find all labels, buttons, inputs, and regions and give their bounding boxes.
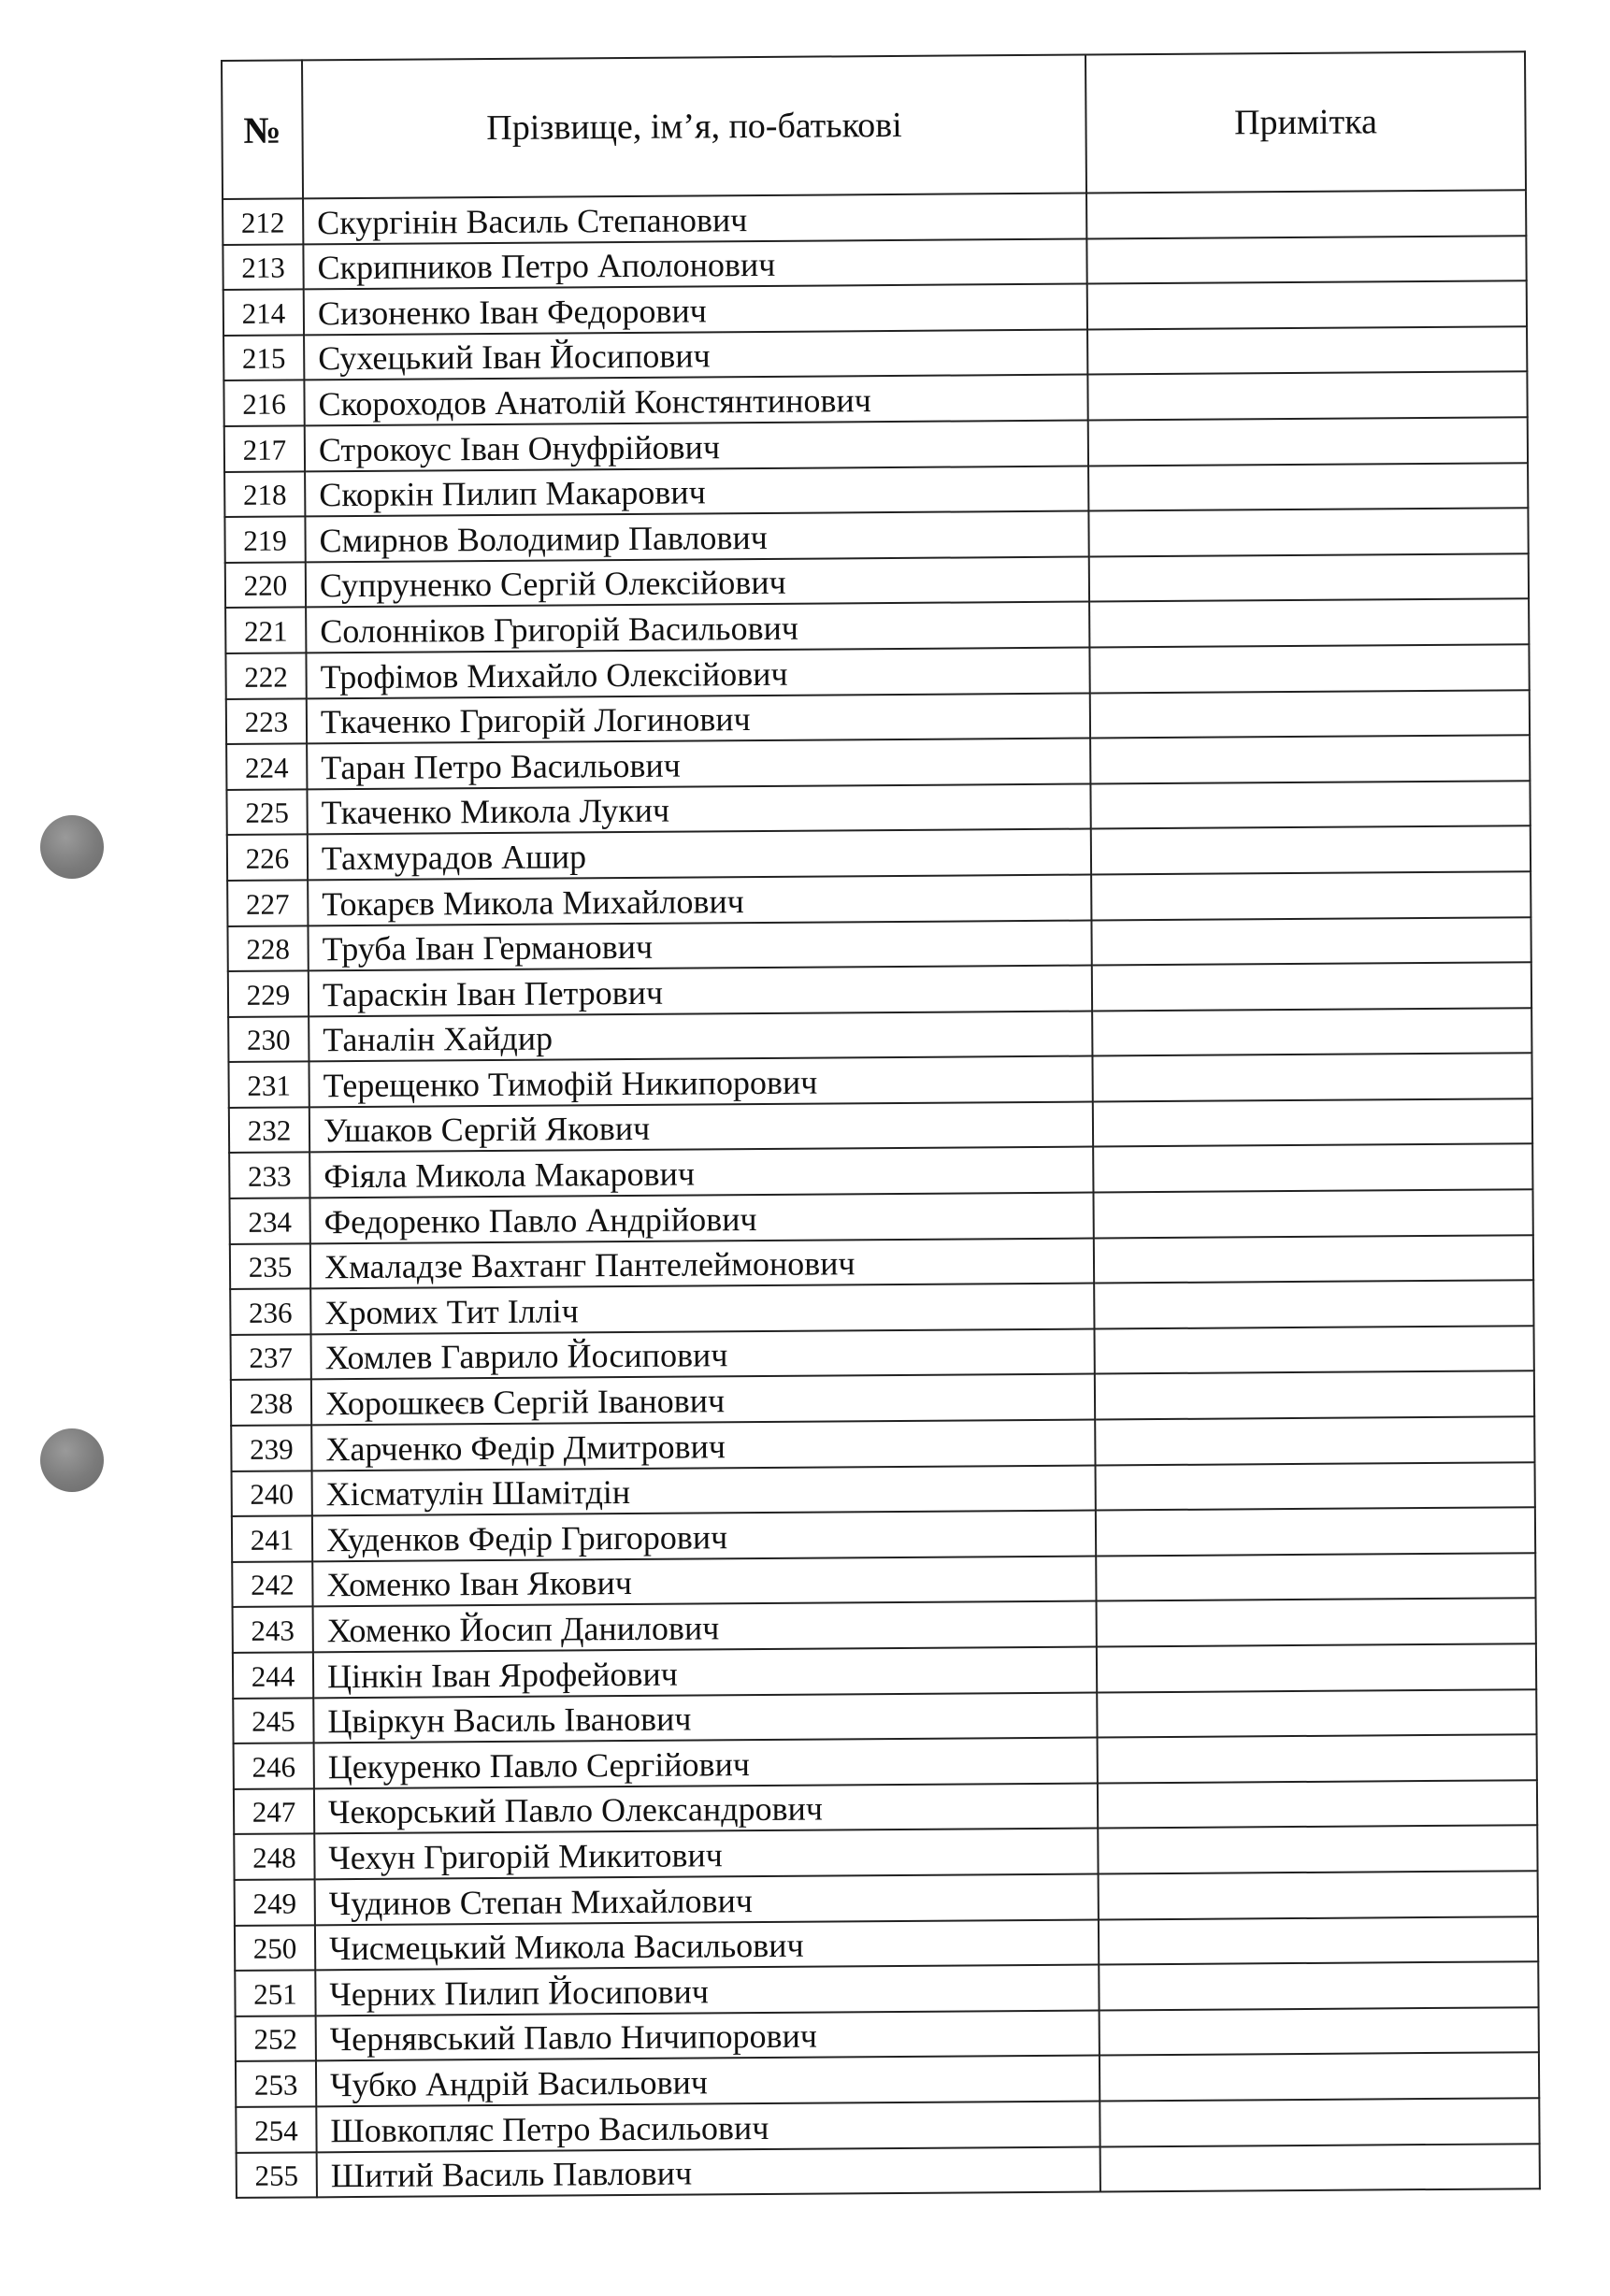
row-number: 248 [234, 1834, 314, 1880]
row-number: 219 [224, 517, 305, 563]
row-number: 227 [227, 880, 308, 926]
row-number: 250 [235, 1925, 315, 1971]
row-note [1100, 2053, 1539, 2102]
row-number: 251 [235, 1970, 315, 2016]
row-full-name: Чехун Григорій Микитович [314, 1829, 1098, 1879]
row-number: 253 [236, 2061, 316, 2107]
row-number: 245 [233, 1698, 313, 1744]
row-note [1093, 1189, 1532, 1238]
row-full-name: Федоренко Павло Андрійович [310, 1193, 1094, 1243]
row-full-name: Чернявський Павло Ничипорович [316, 2010, 1100, 2060]
row-note [1100, 2144, 1540, 2192]
row-note [1095, 1416, 1534, 1465]
row-full-name: Супруненко Сергій Олексійович [306, 556, 1089, 607]
row-full-name: Цінкін Іван Ярофейович [313, 1647, 1097, 1698]
row-note [1090, 690, 1530, 739]
row-note [1091, 917, 1531, 966]
row-full-name: Смирнов Володимир Павлович [305, 511, 1088, 562]
row-note [1093, 1144, 1532, 1193]
row-full-name: Тараскін Іван Петрович [309, 966, 1092, 1016]
row-full-name: Хомлев Гаврило Йосипович [311, 1328, 1095, 1379]
row-full-name: Чисмецький Микола Васильович [315, 1919, 1099, 1970]
row-full-name: Худенков Федір Григорович [312, 1511, 1096, 1561]
row-number: 242 [232, 1561, 312, 1607]
row-note [1086, 190, 1526, 238]
row-full-name: Черних Пилип Йосипович [315, 1965, 1099, 2016]
row-note [1086, 236, 1526, 284]
row-note [1097, 1599, 1536, 1647]
row-note [1099, 1916, 1538, 1965]
row-note [1100, 2007, 1539, 2056]
row-full-name: Хоменко Іван Якович [312, 1556, 1096, 1606]
row-note [1093, 1098, 1532, 1147]
row-number: 223 [226, 698, 307, 744]
row-note [1087, 372, 1527, 421]
row-number: 234 [230, 1198, 310, 1243]
row-number: 215 [223, 335, 304, 380]
row-note [1087, 326, 1527, 375]
row-full-name: Фіяла Микола Макарович [309, 1147, 1093, 1198]
row-full-name: Ушаков Сергій Якович [309, 1101, 1093, 1152]
row-note [1096, 1553, 1535, 1601]
row-full-name: Шовкопляс Петро Васильович [316, 2101, 1100, 2151]
row-full-name: Шитий Василь Павлович [317, 2146, 1100, 2197]
row-number: 213 [223, 244, 303, 290]
row-full-name: Трофімов Михайло Олексійович [306, 647, 1089, 697]
row-number: 230 [228, 1016, 309, 1062]
punch-hole-bottom [40, 1428, 104, 1492]
table-row [237, 2144, 1540, 2198]
row-note [1096, 1462, 1535, 1511]
row-full-name: Цекуренко Павло Сергійович [314, 1738, 1098, 1788]
row-full-name: Скургінін Василь Степанович [303, 194, 1086, 244]
table-body [223, 190, 1540, 2198]
row-full-name: Ткаченко Микола Лукич [307, 783, 1090, 834]
punch-hole-top [40, 815, 104, 879]
row-number: 218 [224, 471, 305, 517]
row-number: 217 [224, 425, 305, 471]
row-note [1087, 280, 1527, 329]
row-full-name: Скрипников Петро Аполонович [303, 238, 1086, 289]
header-number: № [222, 60, 303, 199]
row-note [1091, 871, 1531, 920]
row-note [1090, 781, 1530, 829]
row-full-name: Труба Іван Германович [308, 920, 1091, 970]
row-note [1088, 417, 1528, 466]
row-note [1098, 1734, 1537, 1783]
row-full-name: Ткаченко Григорій Логинович [307, 693, 1090, 743]
row-note [1097, 1643, 1536, 1692]
row-number: 238 [231, 1380, 311, 1426]
row-full-name: Чудинов Степан Михайлович [315, 1873, 1099, 1924]
row-full-name: Строкоус Іван Онуфрійович [305, 421, 1088, 471]
row-full-name: Солонніков Григорій Васильович [306, 602, 1089, 653]
row-note [1089, 553, 1529, 602]
row-number: 226 [227, 835, 308, 881]
row-note [1088, 463, 1528, 511]
row-number: 243 [233, 1607, 313, 1653]
row-note [1092, 1008, 1531, 1056]
row-number: 241 [232, 1516, 312, 1562]
row-number: 221 [225, 608, 306, 653]
row-note [1096, 1507, 1535, 1556]
row-note [1094, 1235, 1533, 1284]
row-full-name: Хмаладзе Вахтанг Пантелеймонович [310, 1238, 1094, 1288]
roster-table [221, 50, 1541, 2199]
row-note [1098, 1780, 1537, 1829]
row-full-name: Таналін Хайдир [309, 1011, 1092, 1061]
row-note [1092, 962, 1531, 1011]
row-number: 235 [230, 1243, 310, 1289]
row-number: 255 [237, 2152, 317, 2198]
row-number: 216 [223, 380, 304, 426]
row-number: 212 [223, 198, 303, 244]
row-number: 233 [229, 1153, 309, 1198]
row-number: 254 [236, 2106, 316, 2152]
row-note [1100, 2098, 1539, 2146]
row-number: 232 [229, 1107, 309, 1153]
row-full-name: Цвіркун Василь Іванович [313, 1692, 1097, 1743]
row-full-name: Чекорський Павло Олександрович [314, 1783, 1098, 1833]
row-note [1092, 1054, 1531, 1102]
row-number: 239 [231, 1425, 311, 1471]
row-number: 220 [225, 562, 306, 608]
row-number: 214 [223, 290, 304, 336]
row-number: 244 [233, 1652, 313, 1698]
row-number: 225 [226, 789, 307, 835]
row-full-name: Хоменко Йосип Данилович [313, 1601, 1097, 1652]
row-number: 252 [236, 2016, 316, 2061]
row-note [1090, 735, 1530, 783]
row-full-name: Терещенко Тимофій Никипорович [309, 1056, 1092, 1107]
row-note [1089, 599, 1529, 648]
row-full-name: Тахмурадов Ашир [308, 829, 1091, 880]
row-note [1088, 508, 1528, 556]
row-full-name: Хорошкеєв Сергій Іванович [311, 1374, 1095, 1425]
row-note [1099, 1961, 1538, 2010]
row-note [1098, 1826, 1537, 1874]
header-full-name: Прізвище, ім’я, по-батькові [302, 55, 1086, 199]
row-full-name: Чубко Андрій Васильович [316, 2056, 1100, 2106]
row-full-name: Скороходов Анатолій Констянтинович [304, 375, 1087, 425]
row-full-name: Харченко Федір Дмитрович [311, 1420, 1095, 1471]
row-note [1097, 1689, 1536, 1738]
row-full-name: Скоркін Пилип Макарович [305, 466, 1088, 516]
row-number: 228 [227, 926, 308, 971]
row-number: 224 [226, 743, 307, 789]
header-note: Примітка [1085, 51, 1526, 193]
row-number: 237 [231, 1334, 311, 1380]
row-note [1094, 1280, 1533, 1328]
row-number: 229 [228, 970, 309, 1016]
row-full-name: Таран Петро Васильович [307, 739, 1090, 789]
row-full-name: Сухецький Іван Йосипович [304, 329, 1087, 380]
row-number: 240 [232, 1471, 312, 1516]
document-sheet [221, 50, 1539, 2199]
row-note [1089, 644, 1529, 693]
row-number: 249 [235, 1879, 315, 1925]
row-note [1094, 1326, 1533, 1374]
row-full-name: Сизоненко Іван Федорович [304, 284, 1087, 335]
row-number: 231 [228, 1062, 309, 1108]
row-full-name: Хромих Тит Ілліч [310, 1284, 1094, 1334]
header-row [222, 51, 1526, 199]
row-note [1095, 1371, 1534, 1420]
row-note [1099, 1871, 1538, 1919]
table-header [222, 51, 1526, 199]
row-note [1091, 826, 1531, 875]
row-full-name: Токарєв Микола Михайлович [308, 874, 1091, 925]
row-full-name: Хісматулін Шамітдін [312, 1465, 1096, 1515]
row-number: 247 [234, 1788, 314, 1834]
row-number: 246 [234, 1744, 314, 1789]
row-number: 236 [230, 1289, 310, 1335]
row-number: 222 [225, 653, 306, 698]
